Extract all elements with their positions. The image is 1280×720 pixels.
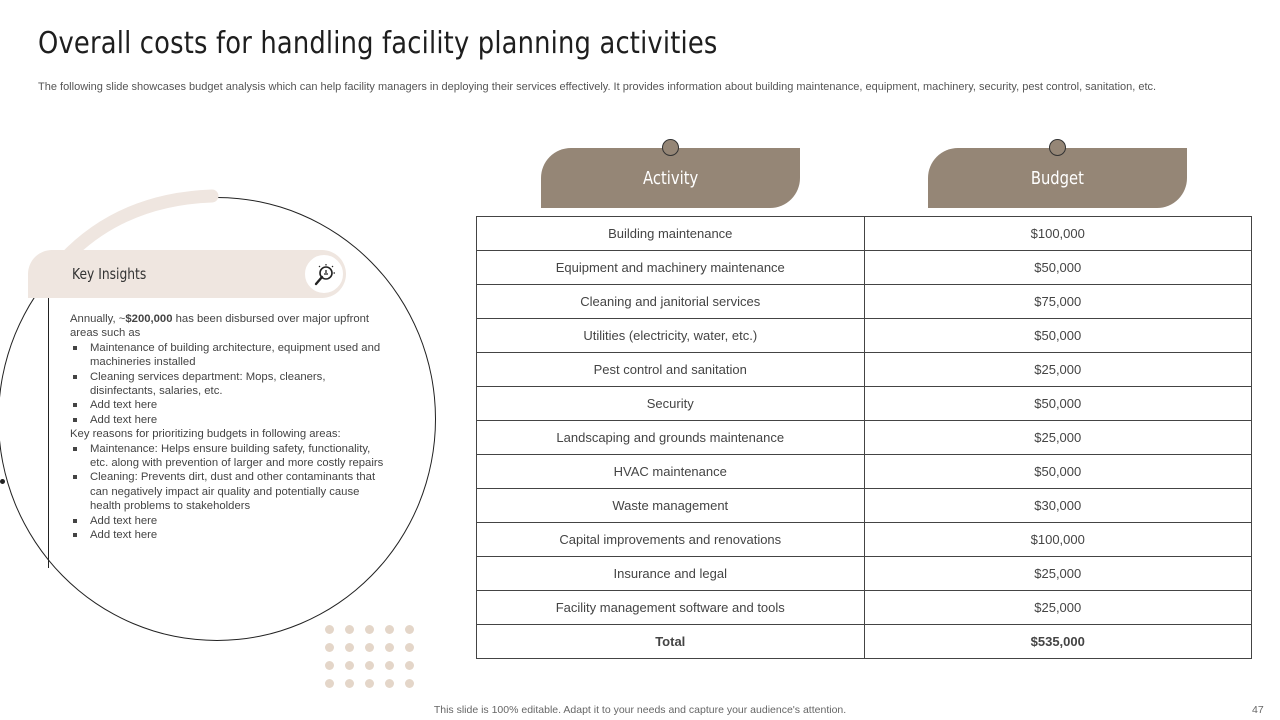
decorative-dot [325, 679, 334, 688]
list-item: Add text here [70, 413, 390, 427]
budget-cell: $25,000 [864, 557, 1252, 591]
budget-cell: $50,000 [864, 455, 1252, 489]
list-item: Add text here [70, 398, 390, 412]
table-row [477, 251, 1252, 285]
decorative-dot [405, 661, 414, 670]
list-item: Maintenance of building architecture, equipment used and machineries installed [70, 341, 390, 370]
budget-cell: $50,000 [864, 251, 1252, 285]
budget-cell: $75,000 [864, 285, 1252, 319]
decorative-dot [345, 661, 354, 670]
decorative-dot [325, 625, 334, 634]
table-row [477, 523, 1252, 557]
decorative-dot [405, 625, 414, 634]
activity-cell: Security [477, 387, 865, 421]
decorative-dot [365, 661, 374, 670]
table-row [477, 489, 1252, 523]
budget-cell: $50,000 [864, 387, 1252, 421]
decorative-dot [345, 679, 354, 688]
decorative-dot [385, 643, 394, 652]
activity-header [541, 148, 800, 208]
decorative-dot [405, 643, 414, 652]
activity-cell: Waste management [477, 489, 865, 523]
header-knob [1049, 139, 1066, 156]
budget-header-label: Budget [1030, 167, 1085, 189]
budget-table [476, 216, 1252, 659]
reasons-heading: Key reasons for prioritizing budgets in following areas: [70, 428, 341, 441]
activity-cell: Insurance and legal [477, 557, 865, 591]
total-row [477, 625, 1252, 659]
decorative-dot [385, 625, 394, 634]
decorative-dot [325, 661, 334, 670]
table-row [477, 285, 1252, 319]
footer-note: This slide is 100% editable. Adapt it to your needs and capture your audience's attention. [433, 704, 847, 716]
total-budget-cell: $535,000 [864, 625, 1252, 659]
budget-cell: $25,000 [864, 421, 1252, 455]
decorative-dot [345, 625, 354, 634]
activity-cell: Utilities (electricity, water, etc.) [477, 319, 865, 353]
budget-cell: $25,000 [864, 353, 1252, 387]
table-row [477, 319, 1252, 353]
decorative-dot [385, 661, 394, 670]
slide-title: Overall costs for handling facility planning activities [38, 26, 718, 61]
decorative-dot [385, 679, 394, 688]
activity-header-label: Activity [642, 167, 699, 189]
table-row [477, 353, 1252, 387]
budget-cell: $30,000 [864, 489, 1252, 523]
table-row [477, 591, 1252, 625]
decorative-dot [365, 679, 374, 688]
decorative-dot [365, 643, 374, 652]
table-row [477, 557, 1252, 591]
insights-intro: Annually, ~$200,000 has been disbursed over major upfront areas such as [70, 313, 370, 340]
activity-cell: Pest control and sanitation [477, 353, 865, 387]
total-activity-cell: Total [477, 625, 865, 659]
decorative-dot [345, 643, 354, 652]
key-insights-label: Key Insights [72, 265, 147, 283]
key-insights-text [70, 312, 390, 543]
budget-cell: $100,000 [864, 217, 1252, 251]
insights-divider-line [48, 298, 49, 568]
table-row [477, 455, 1252, 489]
activity-cell: Capital improvements and renovations [477, 523, 865, 557]
budget-header [928, 148, 1187, 208]
header-knob [662, 139, 679, 156]
list-item: Maintenance: Helps ensure building safety, functionality, etc. along with prevention of larger and more costly repairs [70, 442, 390, 471]
circle-marker-dot [0, 479, 5, 484]
table-row [477, 421, 1252, 455]
list-item: Add text here [70, 528, 390, 542]
table-row [477, 217, 1252, 251]
decorative-dot [365, 625, 374, 634]
activity-cell: Equipment and machinery maintenance [477, 251, 865, 285]
activity-cell: Cleaning and janitorial services [477, 285, 865, 319]
activity-cell: HVAC maintenance [477, 455, 865, 489]
list-item: Add text here [70, 514, 390, 528]
decorative-dot-grid [325, 625, 425, 695]
budget-cell: $50,000 [864, 319, 1252, 353]
decorative-dot [325, 643, 334, 652]
slide-subtitle: The following slide showcases budget analysis which can help facility managers in deploying their services effectively. It provides information about building maintenance, equipment, machinery, security, pest control, sanitation, etc. [38, 81, 1157, 93]
activity-cell: Landscaping and grounds maintenance [477, 421, 865, 455]
budget-cell: $100,000 [864, 523, 1252, 557]
idea-search-icon [303, 253, 345, 295]
table-row [477, 387, 1252, 421]
activity-cell: Facility management software and tools [477, 591, 865, 625]
list-item: Cleaning: Prevents dirt, dust and other contaminants that can negatively impact air quality and potentially cause health problems to stakeholders [70, 470, 390, 513]
decorative-dot [405, 679, 414, 688]
list-item: Cleaning services department: Mops, cleaners, disinfectants, salaries, etc. [70, 370, 390, 399]
budget-cell: $25,000 [864, 591, 1252, 625]
upfront-areas-list [70, 341, 390, 427]
activity-cell: Building maintenance [477, 217, 865, 251]
page-number: 47 [1252, 704, 1264, 716]
reasons-list [70, 442, 390, 543]
